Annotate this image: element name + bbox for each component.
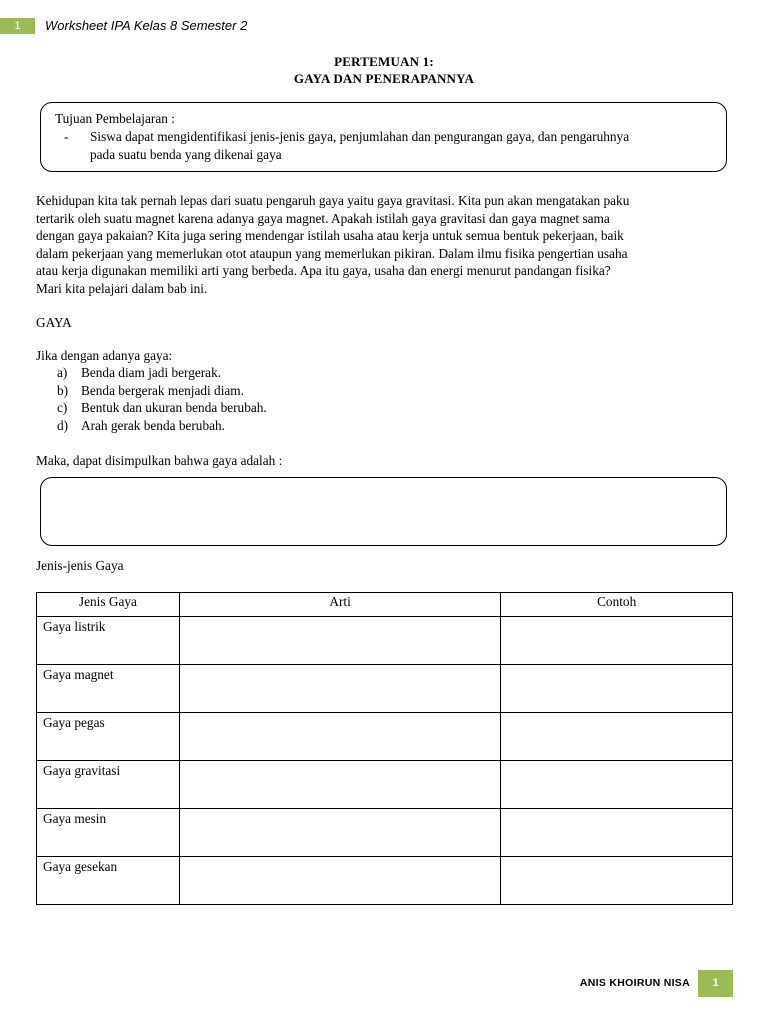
meaning-cell[interactable] — [179, 809, 500, 857]
conclusion-answer-box[interactable] — [40, 477, 727, 546]
force-types-table — [36, 592, 733, 905]
lesson-title-heading: GAYA DAN PENERAPANNYA — [293, 71, 475, 86]
table-row — [37, 617, 733, 665]
footer-page-number: 1 — [698, 970, 733, 997]
force-name-cell: Gaya gravitasi — [37, 761, 180, 809]
force-name-cell: Gaya magnet — [37, 665, 180, 713]
meaning-cell[interactable] — [179, 665, 500, 713]
force-name-cell: Gaya listrik — [37, 617, 180, 665]
header-title: Worksheet IPA Kelas 8 Semester 2 — [45, 18, 248, 33]
list-item-marker: a) — [57, 365, 68, 380]
header-page-number: 1 — [0, 18, 35, 34]
force-name-cell: Gaya gesekan — [37, 857, 180, 905]
table-row — [37, 665, 733, 713]
meaning-cell[interactable] — [179, 713, 500, 761]
list-item: Bentuk dan ukuran benda berubah. — [81, 400, 267, 415]
types-heading: Jenis-jenis Gaya — [36, 558, 124, 573]
table-row — [37, 761, 733, 809]
example-cell[interactable] — [501, 761, 733, 809]
table-row — [37, 857, 733, 905]
meaning-cell[interactable] — [179, 857, 500, 905]
objective-text-line1: Siswa dapat mengidentifikasi jenis-jenis gaya, penjumlahan dan pengurangan gaya, dan pengaruhnya — [90, 129, 630, 144]
column-header-jenis-gaya: Jenis Gaya — [37, 593, 180, 617]
example-cell[interactable] — [501, 809, 733, 857]
lesson-number-heading: PERTEMUAN 1: — [334, 54, 434, 69]
column-header-arti: Arti — [179, 593, 500, 617]
conclusion-prompt: Maka, dapat disimpulkan bahwa gaya adalah : — [36, 453, 283, 468]
force-name-cell: Gaya mesin — [37, 809, 180, 857]
intro-line: tertarik oleh suatu magnet karena adanya gaya magnet. Apakah istilah gaya gravitasi dan gaya magnet sama — [36, 210, 610, 226]
table-row — [37, 713, 733, 761]
list-item-marker: d) — [57, 418, 69, 433]
intro-line: dengan gaya pakaian? Kita juga sering mendengar istilah usaha atau kerja untuk semua bentuk pekerjaan, baik — [36, 228, 624, 243]
list-item: Arah gerak benda berubah. — [81, 418, 225, 433]
intro-line: atau kerja digunakan memiliki arti yang berbeda. Apa itu gaya, usaha dan energi menurut pandangan fisika? — [36, 263, 611, 278]
example-cell[interactable] — [501, 617, 733, 665]
intro-line: dalam pekerjaan yang memerlukan otot ataupun yang memerlukan pikiran. Dalam ilmu fisika pengertian usaha — [36, 245, 628, 261]
intro-line: Mari kita pelajari dalam bab ini. — [36, 280, 208, 296]
conclusion-answer-text[interactable] — [41, 478, 726, 494]
meaning-cell[interactable] — [179, 617, 500, 665]
example-cell[interactable] — [501, 665, 733, 713]
section-gaya-heading: GAYA — [36, 315, 72, 330]
list-item-marker: c) — [57, 400, 68, 415]
table-header-row — [37, 593, 733, 617]
meaning-cell[interactable] — [179, 761, 500, 809]
intro-paragraph — [36, 192, 732, 297]
example-cell[interactable] — [501, 713, 733, 761]
objectives-label: Tujuan Pembelajaran : — [55, 111, 175, 126]
list-item: Benda bergerak menjadi diam. — [81, 383, 244, 398]
force-name-cell: Gaya pegas — [37, 713, 180, 761]
objectives-bullet: - — [64, 129, 69, 144]
column-header-contoh: Contoh — [501, 593, 733, 617]
example-cell[interactable] — [501, 857, 733, 905]
table-row — [37, 809, 733, 857]
list-item-marker: b) — [57, 383, 69, 398]
list-item: Benda diam jadi bergerak. — [81, 365, 222, 380]
intro-line: Kehidupan kita tak pernah lepas dari suatu pengaruh gaya yaitu gaya gravitasi. Kita pun akan mengatakan paku — [36, 193, 630, 208]
objective-text-line2: pada suatu benda yang dikenai gaya — [90, 147, 282, 162]
footer-author: ANIS KHOIRUN NISA — [579, 977, 690, 989]
effects-intro: Jika dengan adanya gaya: — [36, 348, 173, 363]
